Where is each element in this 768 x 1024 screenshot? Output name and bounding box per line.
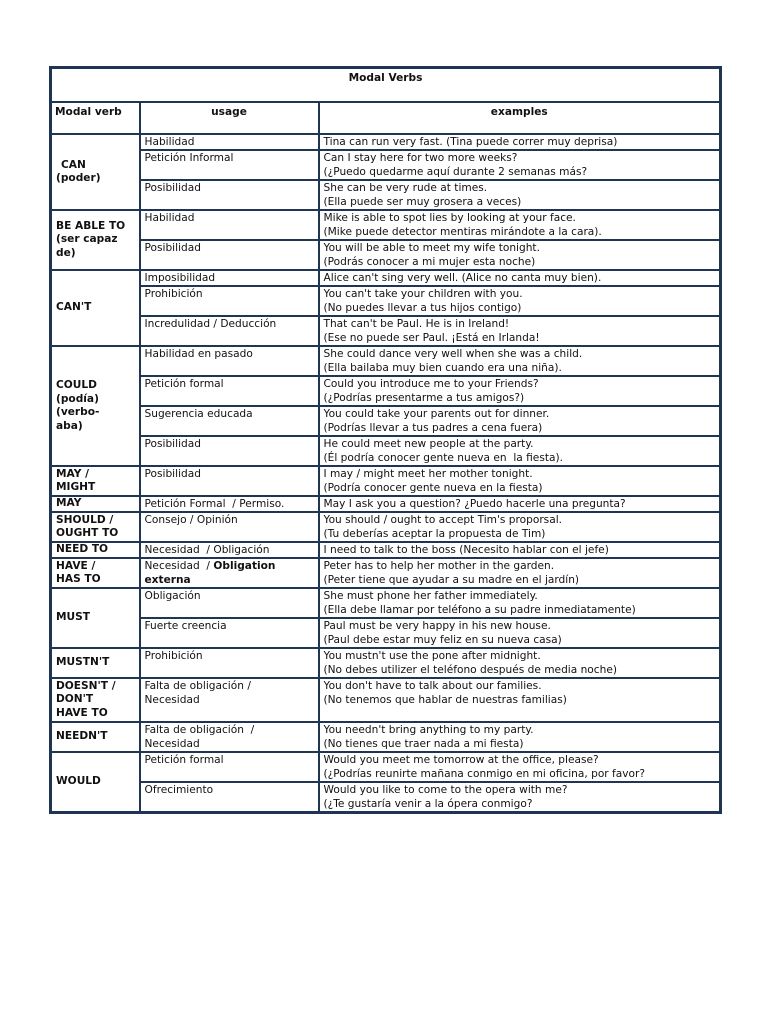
example-cell — [319, 346, 721, 376]
modal-verb-label: MAY — [56, 497, 82, 510]
example-text: She could dance very well when she was a child. — [323, 348, 583, 360]
example-text: Can I stay here for two more weeks? — [323, 152, 518, 164]
modal-verb-label: WOULD — [56, 775, 101, 788]
usage-text: Necesidad — [144, 738, 200, 750]
table-row — [51, 286, 721, 316]
table-row — [51, 588, 721, 618]
table-row — [51, 240, 721, 270]
example-cell — [319, 180, 721, 210]
example-text: (Ella debe llamar por teléfono a su padre inmediatamente) — [323, 604, 636, 616]
example-cell — [319, 588, 721, 618]
example-text: She can be very rude at times. — [323, 182, 488, 194]
example-text: You mustn't use the pone after midnight. — [323, 650, 541, 662]
example-cell — [319, 210, 721, 240]
example-text: She must phone her father immediately. — [323, 590, 538, 602]
table-row — [51, 752, 721, 782]
modal-verb-cell — [51, 496, 140, 512]
table-row — [51, 542, 721, 558]
example-cell — [319, 150, 721, 180]
modal-verb-cell — [51, 588, 140, 648]
usage-cell — [140, 542, 319, 558]
example-text: Could you introduce me to your Friends? — [323, 378, 539, 390]
table-row — [51, 782, 721, 813]
modal-verb-label: de) — [56, 246, 76, 259]
usage-text: Falta de obligación / — [144, 680, 251, 692]
usage-text: Prohibición — [144, 288, 203, 300]
modal-verb-label: DOESN'T / — [56, 679, 116, 692]
table-row — [51, 722, 721, 752]
usage-cell — [140, 270, 319, 286]
modal-verb-label: DON'T — [56, 693, 94, 706]
usage-text: Ofrecimiento — [144, 784, 214, 796]
modal-verbs-sheet — [49, 66, 719, 814]
usage-text: Consejo / Opinión — [144, 514, 238, 526]
usage-text: Obligación — [144, 590, 201, 602]
table-title: Modal Verbs — [51, 68, 721, 103]
usage-text: Petición formal — [144, 754, 224, 766]
table-body — [51, 134, 721, 813]
table-row — [51, 678, 721, 722]
usage-cell — [140, 618, 319, 648]
example-text: Peter has to help her mother in the garden. — [323, 560, 555, 572]
usage-cell — [140, 558, 319, 588]
modal-verb-label: MUSTN'T — [56, 656, 110, 669]
modal-verb-label: (ser capaz — [56, 233, 118, 246]
example-cell — [319, 134, 721, 150]
example-text: (No debes utilizer el teléfono después de media noche) — [323, 664, 617, 676]
example-text: (Paul debe estar muy feliz en su nueva casa) — [323, 634, 562, 646]
table-row — [51, 466, 721, 496]
example-text: (No tienes que traer nada a mi fiesta) — [323, 738, 524, 750]
example-cell — [319, 782, 721, 813]
usage-text: Falta de obligación / — [144, 724, 255, 736]
example-text: He could meet new people at the party. — [323, 438, 534, 450]
example-text: Paul must be very happy in his new house. — [323, 620, 551, 632]
usage-text: Prohibición — [144, 650, 203, 662]
example-text: (Peter tiene que ayudar a su madre en el jardín) — [323, 574, 580, 586]
example-text: (¿Te gustaría venir a la ópera conmigo? — [323, 798, 533, 810]
example-text: Would you like to come to the opera with me? — [323, 784, 568, 796]
table-row — [51, 618, 721, 648]
example-cell — [319, 240, 721, 270]
example-cell — [319, 722, 721, 752]
table-row — [51, 346, 721, 376]
example-text: (Podrás conocer a mi mujer esta noche) — [323, 256, 536, 268]
modal-verb-label: (poder) — [56, 172, 101, 184]
example-cell — [319, 496, 721, 512]
modal-verb-label: (podía) — [56, 392, 99, 405]
table-row — [51, 512, 721, 542]
modal-verb-cell — [51, 752, 140, 813]
usage-cell — [140, 134, 319, 150]
modal-verb-label: SHOULD / — [56, 513, 114, 526]
usage-cell — [140, 588, 319, 618]
modal-verb-label: aba) — [56, 419, 83, 432]
table-row — [51, 210, 721, 240]
example-text: You could take your parents out for dinner. — [323, 408, 550, 420]
usage-text: Posibilidad — [144, 468, 201, 480]
example-cell — [319, 316, 721, 346]
usage-text: Imposibilidad — [144, 272, 216, 284]
example-text: (Tu deberías aceptar la propuesta de Tim) — [323, 528, 546, 540]
modal-verb-cell — [51, 512, 140, 542]
usage-text: Incredulidad / Deducción — [144, 318, 277, 330]
modal-verb-label: CAN'T — [56, 301, 92, 314]
example-text: (¿Puedo quedarme aquí durante 2 semanas más? — [323, 166, 588, 178]
usage-cell — [140, 150, 319, 180]
usage-cell — [140, 436, 319, 466]
modal-verb-cell — [51, 648, 140, 678]
usage-cell — [140, 316, 319, 346]
example-text: (No puedes llevar a tus hijos contigo) — [323, 302, 522, 314]
example-cell — [319, 618, 721, 648]
usage-cell — [140, 180, 319, 210]
usage-text: Petición formal — [144, 378, 224, 390]
example-text: (Podrías llevar a tus padres a cena fuera) — [323, 422, 543, 434]
usage-text: Posibilidad — [144, 182, 201, 194]
modal-verb-cell — [51, 134, 140, 210]
example-text: (Él podría conocer gente nueva en la fiesta). — [323, 452, 563, 464]
example-text: (No tenemos que hablar de nuestras familias) — [323, 694, 567, 706]
example-text: You will be able to meet my wife tonight. — [323, 242, 540, 254]
example-text: Mike is able to spot lies by looking at your face. — [323, 212, 576, 224]
example-cell — [319, 542, 721, 558]
header-examples: examples — [319, 102, 721, 134]
modal-verb-label: NEEDN'T — [56, 730, 108, 743]
table-row — [51, 406, 721, 436]
usage-cell — [140, 782, 319, 813]
modal-verb-label: NEED TO — [56, 543, 109, 556]
example-cell — [319, 512, 721, 542]
table-row — [51, 134, 721, 150]
usage-text: Habilidad en pasado — [144, 348, 253, 360]
modal-verb-label: COULD — [56, 379, 97, 391]
modal-verb-label: HAVE / — [56, 559, 96, 572]
usage-cell — [140, 752, 319, 782]
usage-cell — [140, 678, 319, 722]
example-text: I may / might meet her mother tonight. — [323, 468, 533, 480]
example-text: I need to talk to the boss (Necesito hablar con el jefe) — [323, 544, 609, 556]
example-cell — [319, 752, 721, 782]
modal-verb-cell — [51, 466, 140, 496]
example-text: (¿Podrías reunirte mañana conmigo en mi oficina, por favor? — [323, 768, 645, 780]
usage-cell — [140, 648, 319, 678]
modal-verb-label: MAY / — [56, 467, 89, 480]
header-modal-verb: Modal verb — [51, 102, 140, 134]
example-cell — [319, 286, 721, 316]
usage-cell — [140, 496, 319, 512]
modal-verb-cell — [51, 270, 140, 346]
modal-verb-label: HAS TO — [56, 573, 101, 585]
table-row — [51, 150, 721, 180]
modal-verb-label: MIGHT — [56, 481, 96, 493]
modal-verb-cell — [51, 346, 140, 466]
example-text: (Podría conocer gente nueva en la fiesta) — [323, 482, 543, 494]
usage-text: Necesidad / — [144, 560, 214, 572]
usage-emphasis-text: Obligation — [213, 560, 276, 572]
usage-text: Petición Formal / Permiso. — [144, 498, 285, 510]
example-text: You should / ought to accept Tim's proporsal. — [323, 514, 563, 526]
modal-verb-cell — [51, 722, 140, 752]
table-row — [51, 180, 721, 210]
usage-line — [145, 559, 315, 573]
modal-verb-cell — [51, 210, 140, 270]
usage-cell — [140, 512, 319, 542]
example-text: Alice can't sing very well. (Alice no canta muy bien). — [323, 272, 602, 284]
example-text: That can't be Paul. He is in Ireland! — [323, 318, 510, 330]
example-cell — [319, 376, 721, 406]
usage-emphasis-text: externa — [144, 574, 191, 586]
header-row — [51, 102, 721, 134]
example-cell — [319, 648, 721, 678]
example-text: May I ask you a question? ¿Puedo hacerle una pregunta? — [323, 498, 626, 510]
table-row — [51, 496, 721, 512]
usage-text: Sugerencia educada — [144, 408, 253, 420]
example-cell — [319, 270, 721, 286]
usage-text: Habilidad — [144, 212, 195, 224]
example-cell — [319, 678, 721, 722]
usage-cell — [140, 466, 319, 496]
usage-cell — [140, 240, 319, 270]
example-text: You can't take your children with you. — [323, 288, 523, 300]
table-row — [51, 270, 721, 286]
usage-text: Necesidad — [144, 694, 200, 706]
table-row — [51, 436, 721, 466]
example-cell — [319, 406, 721, 436]
modal-verb-label: BE ABLE TO — [56, 219, 126, 232]
usage-cell — [140, 346, 319, 376]
example-text: (Ese no puede ser Paul. ¡Está en Irlanda! — [323, 332, 540, 344]
example-cell — [319, 436, 721, 466]
modal-verb-label: HAVE TO — [56, 706, 108, 719]
usage-cell — [140, 376, 319, 406]
modal-verb-label: CAN — [61, 158, 86, 171]
example-text: You don't have to talk about our families. — [323, 680, 542, 692]
example-text: (¿Podrías presentarme a tus amigos?) — [323, 392, 525, 404]
table-row — [51, 558, 721, 588]
usage-text: Fuerte creencia — [144, 620, 227, 632]
modal-verb-cell — [51, 678, 140, 722]
usage-text: Posibilidad — [144, 242, 201, 254]
header-usage: usage — [140, 102, 319, 134]
table-row — [51, 376, 721, 406]
example-text: (Ella puede ser muy grosera a veces) — [323, 196, 522, 208]
usage-text: Petición Informal — [144, 152, 234, 164]
table-row — [51, 648, 721, 678]
modal-verb-cell — [51, 542, 140, 558]
modal-verb-label: MUST — [56, 611, 91, 624]
example-text: Tina can run very fast. (Tina puede correr muy deprisa) — [323, 136, 618, 148]
example-cell — [319, 466, 721, 496]
example-text: (Ella bailaba muy bien cuando era una niña). — [323, 362, 562, 374]
example-text: Would you meet me tomorrow at the office, please? — [323, 754, 599, 766]
example-text: You needn't bring anything to my party. — [323, 724, 534, 736]
table-row — [51, 316, 721, 346]
usage-text: Posibilidad — [144, 438, 201, 450]
modal-verb-label: OUGHT TO — [56, 527, 119, 539]
usage-cell — [140, 286, 319, 316]
modal-verbs-table — [49, 66, 722, 814]
usage-text: Habilidad — [144, 136, 195, 148]
example-cell — [319, 558, 721, 588]
usage-text: Necesidad / Obligación — [144, 544, 270, 556]
modal-verb-label: (verbo- — [56, 406, 100, 418]
example-text: (Mike puede detector mentiras mirándote a la cara). — [323, 226, 602, 238]
title-row — [51, 68, 721, 103]
usage-cell — [140, 722, 319, 752]
modal-verb-cell — [51, 558, 140, 588]
usage-cell — [140, 406, 319, 436]
usage-cell — [140, 210, 319, 240]
